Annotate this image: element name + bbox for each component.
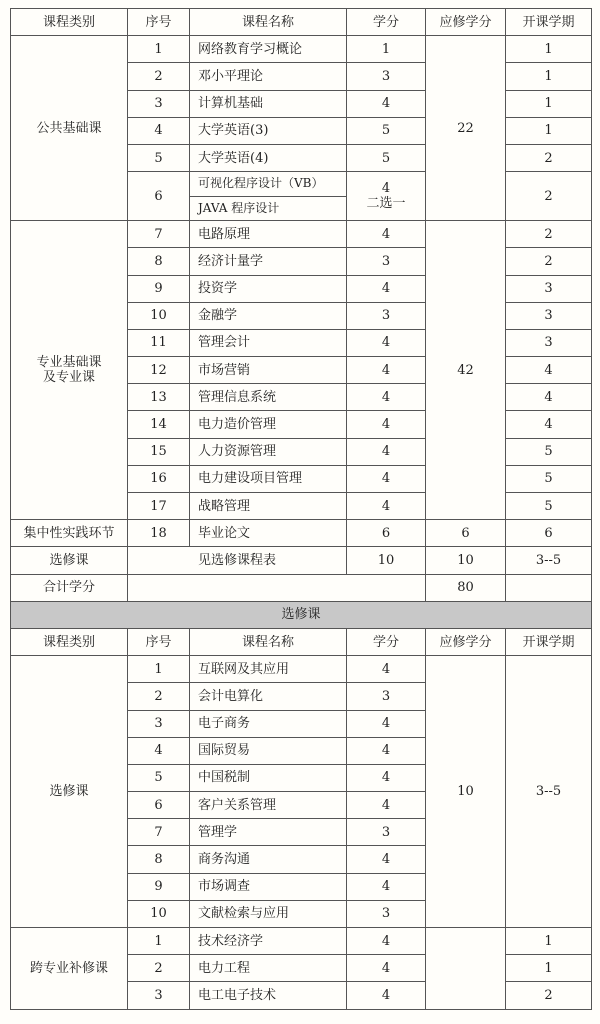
required-credit-cell: 10 [426, 656, 506, 928]
header-credit: 学分 [347, 628, 426, 655]
term-cell: 2 [506, 172, 592, 221]
credit-cell: 4 [347, 90, 426, 117]
total-empty-cell [128, 574, 426, 601]
credit-cell: 3 [347, 302, 426, 329]
number-cell: 3 [128, 982, 190, 1009]
course-name-cell: 邓小平理论 [190, 63, 347, 90]
term-cell: 3 [506, 329, 592, 356]
header-course-name: 课程名称 [190, 628, 347, 655]
credit-cell: 3 [347, 63, 426, 90]
total-term-cell [506, 574, 592, 601]
number-cell: 5 [128, 144, 190, 171]
credit-cell: 4 [347, 411, 426, 438]
credit-cell: 4 [347, 275, 426, 302]
credit-cell: 4 [347, 873, 426, 900]
number-cell: 17 [128, 493, 190, 520]
term-cell: 2 [506, 144, 592, 171]
course-name-cell: 大学英语(3) [190, 117, 347, 144]
credit-cell: 4 [347, 764, 426, 791]
term-cell: 1 [506, 36, 592, 63]
elective-header-row [11, 628, 592, 655]
number-cell: 2 [128, 63, 190, 90]
header-category: 课程类别 [11, 628, 128, 655]
required-credit-cell [426, 928, 506, 1010]
number-cell: 15 [128, 438, 190, 465]
course-name-cell: 管理信息系统 [190, 384, 347, 411]
course-name-cell: 互联网及其应用 [190, 656, 347, 683]
term-cell: 1 [506, 955, 592, 982]
credit-cell: 5 [347, 117, 426, 144]
elective-reference-cell: 见选修课程表 [128, 547, 347, 574]
header-term: 开课学期 [506, 9, 592, 36]
number-cell: 8 [128, 846, 190, 873]
number-cell: 13 [128, 384, 190, 411]
course-name-cell: 投资学 [190, 275, 347, 302]
course-name-cell: 金融学 [190, 302, 347, 329]
term-cell: 4 [506, 357, 592, 384]
course-name-cell: 客户关系管理 [190, 792, 347, 819]
course-name-cell: 商务沟通 [190, 846, 347, 873]
header-credit: 学分 [347, 9, 426, 36]
credit-cell: 1 [347, 36, 426, 63]
term-cell: 2 [506, 248, 592, 275]
category-cell: 选修课 [11, 656, 128, 928]
term-cell: 4 [506, 384, 592, 411]
credit-cell [347, 172, 426, 221]
header-category: 课程类别 [11, 9, 128, 36]
number-cell: 7 [128, 221, 190, 248]
credit-cell: 10 [347, 547, 426, 574]
credit-cell: 4 [347, 221, 426, 248]
header-term: 开课学期 [506, 628, 592, 655]
course-name-cell: 计算机基础 [190, 90, 347, 117]
number-cell: 3 [128, 710, 190, 737]
course-name-cell: 电力建设项目管理 [190, 465, 347, 492]
category-line: 专业基础课 [36, 355, 102, 371]
credit-cell: 4 [347, 846, 426, 873]
number-cell: 1 [128, 36, 190, 63]
number-cell: 9 [128, 873, 190, 900]
course-name-cell: 电子商务 [190, 710, 347, 737]
credit-cell: 4 [347, 982, 426, 1009]
category-cell: 集中性实践环节 [11, 520, 128, 547]
number-cell: 4 [128, 117, 190, 144]
required-credit-cell: 10 [426, 547, 506, 574]
course-name-cell: 技术经济学 [190, 928, 347, 955]
category-line: 及专业课 [42, 370, 95, 386]
header-required-credit: 应修学分 [426, 9, 506, 36]
total-label: 合计学分 [11, 574, 128, 601]
number-cell: 7 [128, 819, 190, 846]
term-cell: 3--5 [506, 656, 592, 928]
term-cell: 3--5 [506, 547, 592, 574]
term-cell: 4 [506, 411, 592, 438]
total-row [11, 574, 592, 601]
term-cell: 2 [506, 221, 592, 248]
credit-cell: 4 [347, 493, 426, 520]
term-cell: 1 [506, 90, 592, 117]
credit-cell: 3 [347, 683, 426, 710]
number-cell: 10 [128, 302, 190, 329]
course-name-cell: 电路原理 [190, 221, 347, 248]
header-course-name: 课程名称 [190, 9, 347, 36]
elective-section-row [11, 601, 592, 628]
table-row [11, 36, 592, 63]
course-name-cell: 会计电算化 [190, 683, 347, 710]
number-cell: 8 [128, 248, 190, 275]
term-cell: 3 [506, 302, 592, 329]
course-name-cell: 电工电子技术 [190, 982, 347, 1009]
credit-cell: 3 [347, 248, 426, 275]
credit-cell: 4 [347, 928, 426, 955]
course-name-cell: 电力工程 [190, 955, 347, 982]
credit-cell: 4 [347, 737, 426, 764]
category-cell [11, 221, 128, 520]
course-name-cell: 管理会计 [190, 329, 347, 356]
table-row [11, 928, 592, 955]
required-credit-cell: 42 [426, 221, 506, 520]
term-cell: 5 [506, 438, 592, 465]
practice-row [11, 520, 592, 547]
required-credit-cell: 6 [426, 520, 506, 547]
header-number: 序号 [128, 628, 190, 655]
credit-cell: 4 [347, 465, 426, 492]
credit-cell: 4 [347, 329, 426, 356]
course-name-cell: 大学英语(4) [190, 144, 347, 171]
table-row [11, 221, 592, 248]
term-cell: 5 [506, 493, 592, 520]
number-cell: 10 [128, 900, 190, 927]
course-name-cell: 人力资源管理 [190, 438, 347, 465]
category-cell: 公共基础课 [11, 36, 128, 221]
course-name-cell: 战略管理 [190, 493, 347, 520]
credit-cell: 6 [347, 520, 426, 547]
credit-cell: 4 [347, 438, 426, 465]
term-cell: 1 [506, 63, 592, 90]
header-required-credit: 应修学分 [426, 628, 506, 655]
credit-value: 4 [381, 181, 391, 197]
term-cell: 2 [506, 982, 592, 1009]
number-cell: 4 [128, 737, 190, 764]
number-cell: 5 [128, 764, 190, 791]
elective-summary-row [11, 547, 592, 574]
course-name-cell: 市场调查 [190, 873, 347, 900]
course-name-cell: 网络教育学习概论 [190, 36, 347, 63]
required-credit-cell: 22 [426, 36, 506, 221]
credit-cell: 4 [347, 955, 426, 982]
term-cell: 1 [506, 117, 592, 144]
number-cell: 1 [128, 928, 190, 955]
credit-cell: 3 [347, 819, 426, 846]
category-cell: 选修课 [11, 547, 128, 574]
credit-cell: 3 [347, 900, 426, 927]
course-name-cell: 市场营销 [190, 357, 347, 384]
number-cell: 2 [128, 955, 190, 982]
number-cell: 3 [128, 90, 190, 117]
number-cell: 16 [128, 465, 190, 492]
number-cell: 14 [128, 411, 190, 438]
credit-cell: 4 [347, 656, 426, 683]
course-name-cell: 文献检索与应用 [190, 900, 347, 927]
credit-cell: 4 [347, 357, 426, 384]
course-name-cell: 毕业论文 [190, 520, 347, 547]
term-cell: 1 [506, 928, 592, 955]
course-name-cell: 电力造价管理 [190, 411, 347, 438]
credit-cell: 4 [347, 710, 426, 737]
course-name-cell: 国际贸易 [190, 737, 347, 764]
course-name-cell [190, 172, 347, 221]
table-row [11, 656, 592, 683]
course-option-java: JAVA 程序设计 [198, 200, 280, 215]
course-option-vb: 可视化程序设计（VB） [190, 172, 346, 197]
credit-cell: 4 [347, 384, 426, 411]
category-cell: 跨专业补修课 [11, 928, 128, 1010]
number-cell: 12 [128, 357, 190, 384]
course-name-cell: 管理学 [190, 819, 347, 846]
number-cell: 1 [128, 656, 190, 683]
course-name-cell: 中国税制 [190, 764, 347, 791]
number-cell: 6 [128, 172, 190, 221]
number-cell: 18 [128, 520, 190, 547]
total-credit-cell: 80 [426, 574, 506, 601]
header-row [11, 9, 592, 36]
course-name-cell: 经济计量学 [190, 248, 347, 275]
term-cell: 3 [506, 275, 592, 302]
header-number: 序号 [128, 9, 190, 36]
credit-cell: 4 [347, 792, 426, 819]
number-cell: 9 [128, 275, 190, 302]
choose-one-note: 二选一 [366, 196, 406, 212]
curriculum-table [10, 8, 592, 1010]
term-cell: 6 [506, 520, 592, 547]
credit-cell: 5 [347, 144, 426, 171]
number-cell: 11 [128, 329, 190, 356]
term-cell: 5 [506, 465, 592, 492]
number-cell: 2 [128, 683, 190, 710]
elective-section-title: 选修课 [11, 601, 592, 628]
number-cell: 6 [128, 792, 190, 819]
